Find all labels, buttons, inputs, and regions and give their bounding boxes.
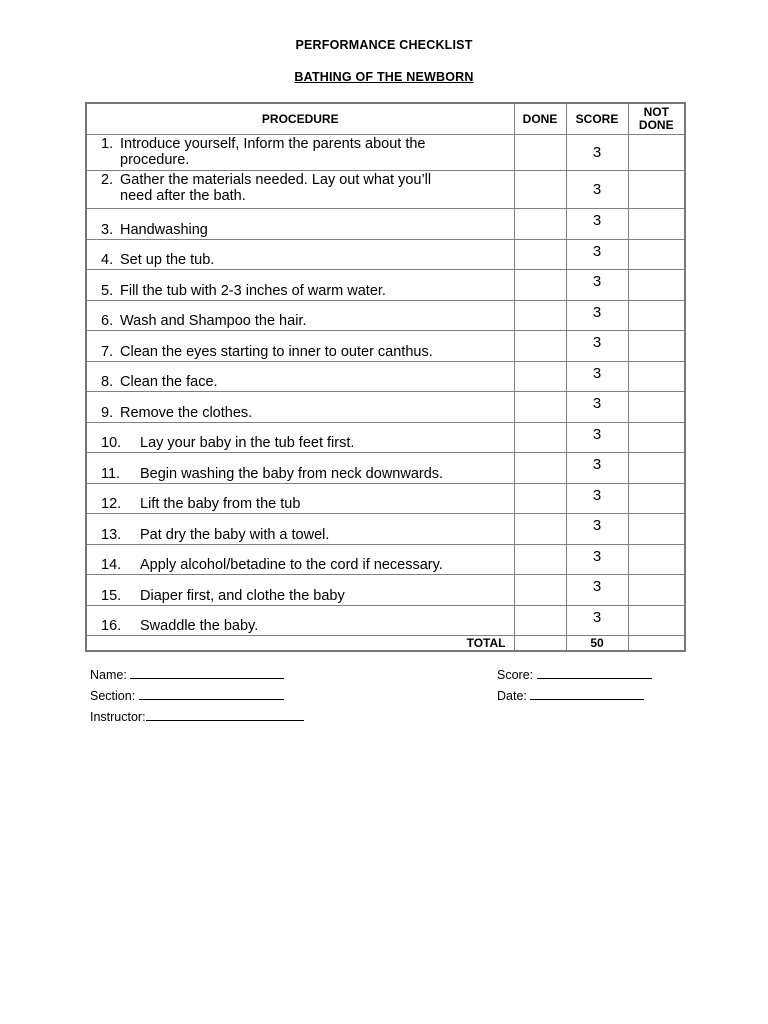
- not-done-cell[interactable]: [628, 135, 685, 171]
- done-cell[interactable]: [514, 544, 566, 575]
- section-field[interactable]: [90, 689, 284, 703]
- table-row: [86, 239, 685, 270]
- score-cell: 3: [566, 331, 628, 362]
- score-cell: 3: [566, 361, 628, 392]
- done-cell[interactable]: [514, 135, 566, 171]
- instructor-label: Instructor:: [90, 710, 146, 724]
- step-text: Begin washing the baby from neck downwards.: [140, 465, 444, 482]
- name-blank-line[interactable]: [130, 668, 284, 679]
- table-row: [86, 392, 685, 423]
- table-row: [86, 209, 685, 240]
- not-done-cell[interactable]: [628, 605, 685, 636]
- step-text: Set up the tub.: [120, 252, 215, 268]
- step-text: Introduce yourself, Inform the parents about the: [120, 136, 426, 152]
- table-row: [86, 300, 685, 331]
- not-done-cell[interactable]: [628, 422, 685, 453]
- table-row: [86, 361, 685, 392]
- score-cell: 3: [566, 422, 628, 453]
- procedure-cell: [86, 135, 514, 171]
- not-done-line1: NOT: [643, 105, 669, 119]
- procedure-cell: [86, 270, 514, 301]
- page-subtitle: [0, 70, 768, 84]
- not-done-cell[interactable]: [628, 361, 685, 392]
- score-cell: 3: [566, 300, 628, 331]
- score-cell: 3: [566, 483, 628, 514]
- instructor-field[interactable]: [90, 710, 304, 724]
- score-field[interactable]: [497, 668, 652, 682]
- score-cell: 3: [566, 270, 628, 301]
- total-score: 50: [566, 636, 628, 652]
- step-number: 7.: [101, 343, 114, 360]
- column-header-done: DONE: [514, 103, 566, 135]
- step-text: Gather the materials needed. Lay out what you’ll: [120, 172, 432, 188]
- name-field[interactable]: [90, 668, 284, 682]
- done-cell[interactable]: [514, 209, 566, 240]
- table-row: [86, 483, 685, 514]
- procedure-cell: [86, 514, 514, 545]
- done-cell[interactable]: [514, 422, 566, 453]
- step-text: Diaper first, and clothe the baby: [140, 587, 345, 604]
- step-text: Fill the tub with 2-3 inches of warm water.: [120, 282, 386, 299]
- not-done-cell[interactable]: [628, 300, 685, 331]
- step-number: 15.: [101, 587, 122, 604]
- procedure-cell: [86, 483, 514, 514]
- table-row: [86, 605, 685, 636]
- date-blank-line[interactable]: [530, 689, 644, 700]
- score-label: Score:: [497, 668, 534, 682]
- step-text: Handwashing: [120, 221, 208, 238]
- page-title: PERFORMANCE CHECKLIST: [295, 38, 473, 52]
- done-cell[interactable]: [514, 514, 566, 545]
- column-header-not-done: [628, 103, 685, 135]
- step-number: 12.: [101, 496, 122, 512]
- procedure-cell: [86, 544, 514, 575]
- step-number: 6.: [101, 313, 114, 329]
- step-text: Clean the eyes starting to inner to outer canthus.: [120, 343, 433, 360]
- not-done-cell[interactable]: [628, 331, 685, 362]
- score-cell: 3: [566, 544, 628, 575]
- done-cell[interactable]: [514, 270, 566, 301]
- not-done-cell[interactable]: [628, 575, 685, 606]
- step-number: 11.: [101, 465, 121, 482]
- step-number: 2.: [101, 172, 114, 188]
- step-number-spacer: [101, 152, 120, 168]
- procedure-cell: [86, 422, 514, 453]
- table-row: [86, 544, 685, 575]
- not-done-line2: DONE: [638, 118, 674, 132]
- step-text: Swaddle the baby.: [140, 618, 259, 634]
- step-number: 1.: [101, 136, 114, 152]
- step-text: Apply alcohol/betadine to the cord if necessary.: [140, 557, 443, 573]
- done-cell[interactable]: [514, 239, 566, 270]
- procedure-cell: [86, 239, 514, 270]
- step-text: Wash and Shampoo the hair.: [120, 313, 307, 329]
- score-cell: 3: [566, 575, 628, 606]
- step-number: 16.: [101, 618, 122, 634]
- name-label: Name:: [90, 668, 127, 682]
- not-done-cell[interactable]: [628, 392, 685, 423]
- table-row: [86, 514, 685, 545]
- table-row: [86, 453, 685, 484]
- step-text: Lift the baby from the tub: [140, 496, 301, 512]
- score-cell: 3: [566, 171, 628, 209]
- procedure-cell: [86, 300, 514, 331]
- step-number: 9.: [101, 404, 114, 421]
- done-cell[interactable]: [514, 453, 566, 484]
- procedure-cell: [86, 453, 514, 484]
- step-text-continued: procedure.: [120, 152, 190, 168]
- step-number: 3.: [101, 221, 114, 238]
- step-number: 8.: [101, 374, 114, 390]
- column-header-procedure: PROCEDURE: [86, 103, 514, 135]
- not-done-cell[interactable]: [628, 171, 685, 209]
- step-number: 10.: [101, 435, 122, 451]
- step-text: Pat dry the baby with a towel.: [140, 526, 330, 543]
- procedure-cell: [86, 361, 514, 392]
- step-text: Clean the face.: [120, 374, 218, 390]
- procedure-cell: [86, 605, 514, 636]
- step-number: 4.: [101, 252, 114, 268]
- table-row: [86, 331, 685, 362]
- not-done-cell[interactable]: [628, 514, 685, 545]
- done-cell[interactable]: [514, 331, 566, 362]
- section-label: Section:: [90, 689, 136, 703]
- table-row: [86, 422, 685, 453]
- step-number-spacer: [101, 188, 120, 204]
- score-cell: 3: [566, 605, 628, 636]
- done-cell[interactable]: [514, 300, 566, 331]
- step-text: Remove the clothes.: [120, 404, 253, 421]
- score-cell: 3: [566, 209, 628, 240]
- done-cell[interactable]: [514, 575, 566, 606]
- not-done-cell[interactable]: [628, 270, 685, 301]
- date-field[interactable]: [497, 689, 644, 703]
- done-cell[interactable]: [514, 361, 566, 392]
- column-header-score: SCORE: [566, 103, 628, 135]
- step-text-continued: need after the bath.: [120, 188, 246, 204]
- procedure-cell: [86, 575, 514, 606]
- instructor-blank-line[interactable]: [146, 710, 304, 721]
- score-cell: 3: [566, 514, 628, 545]
- step-number: 13.: [101, 526, 122, 543]
- total-done-cell: [514, 636, 566, 652]
- score-cell: 3: [566, 239, 628, 270]
- table-row: [86, 135, 685, 171]
- score-cell: 3: [566, 392, 628, 423]
- procedure-cell: [86, 331, 514, 362]
- procedure-cell: [86, 171, 514, 209]
- table-row: [86, 171, 685, 209]
- total-row: [86, 636, 685, 652]
- total-label: TOTAL: [86, 636, 514, 652]
- checklist-table: [85, 102, 686, 652]
- done-cell[interactable]: [514, 171, 566, 209]
- step-number: 14.: [101, 557, 122, 573]
- not-done-cell[interactable]: [628, 209, 685, 240]
- score-cell: 3: [566, 135, 628, 171]
- step-text: Lay your baby in the tub feet first.: [140, 435, 355, 451]
- score-blank-line[interactable]: [537, 668, 652, 679]
- procedure-cell: [86, 392, 514, 423]
- not-done-cell[interactable]: [628, 483, 685, 514]
- section-blank-line[interactable]: [139, 689, 284, 700]
- not-done-cell[interactable]: [628, 239, 685, 270]
- done-cell[interactable]: [514, 392, 566, 423]
- done-cell[interactable]: [514, 483, 566, 514]
- not-done-cell[interactable]: [628, 453, 685, 484]
- step-number: 5.: [101, 282, 114, 299]
- total-not-done-cell: [628, 636, 685, 652]
- done-cell[interactable]: [514, 605, 566, 636]
- date-label: Date:: [497, 689, 527, 703]
- table-header-row: [86, 103, 685, 135]
- table-row: [86, 575, 685, 606]
- procedure-cell: [86, 209, 514, 240]
- table-row: [86, 270, 685, 301]
- not-done-cell[interactable]: [628, 544, 685, 575]
- subtitle-text: BATHING OF THE NEWBORN: [294, 70, 474, 84]
- score-cell: 3: [566, 453, 628, 484]
